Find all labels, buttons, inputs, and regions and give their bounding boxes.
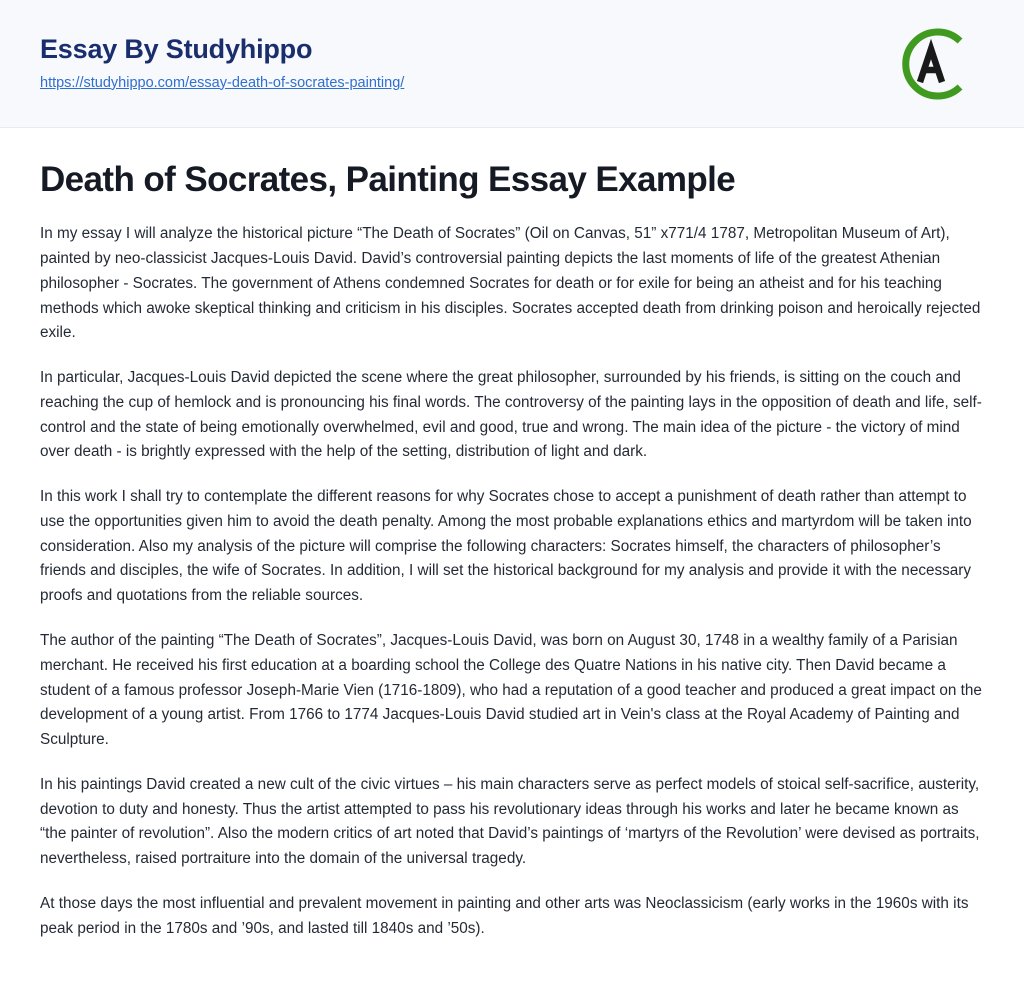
article-paragraph: The author of the painting “The Death of Socrates”, Jacques-Louis David, was born on August 30, 1748 in a wealthy family of a Parisian merchant. He received his first education at a boarding school the College des Quatre Nations in his native city. Then David became a student of a famous professor Joseph-Marie Vien (1716-1809), who had a reputation of a good teacher and produced a great impact on the development of a young artist. From 1766 to 1774 Jacques-Louis David studied art in Vein's class at the Royal Academy of Painting and Sculpture. <box>40 631 982 749</box>
article-paragraph: In particular, Jacques-Louis David depicted the scene where the great philosopher, surrounded by his friends, is sitting on the couch and reaching the cup of hemlock and is pronouncing his final words. The controversy of the painting lays in the opposition of death and life, self-control and the state of being emotionally overwhelmed, evil and good, true and wrong. The main idea of the picture - the victory of mind over death - is brightly expressed with the help of the setting, distribution of light and dark. <box>40 369 982 461</box>
page-title: Death of Socrates, Painting Essay Example <box>40 160 736 199</box>
article-paragraph: In my essay I will analyze the historical picture “The Death of Socrates” (Oil on Canvas, 51” x771/4 1787, Metropolitan Museum of Art), painted by neo-classicist Jacques-Louis David. David’s controversial painting depicts the last moments of life of the greatest Athenian philosopher - Socrates. The government of Athens condemned Socrates for death or for exile for being an atheist and for his teaching methods which awoke skeptical thinking and criticism in his disciples. Socrates accepted death from drinking poison and heroically rejected exile. <box>40 225 981 342</box>
article-paragraph: At those days the most influential and prevalent movement in painting and other arts was Neoclassicism (early works in the 1960s with its peak period in the 1780s and ’90s, and lasted till 1840s and ’50s). <box>40 894 969 937</box>
article-paragraph: In his paintings David created a new cult of the civic virtues – his main characters serve as perfect models of stoical self-sacrifice, austerity, devotion to duty and honesty. Thus the artist attempted to pass his revolutionary ideas through his works and later he became known as “the painter of revolution”. Also the modern critics of art noted that David’s paintings of ‘martyrs of the Revolution’ were devised as portraits, nevertheless, raised portraiture into the domain of the universal tragedy. <box>40 775 980 868</box>
article-url-link[interactable]: https://studyhippo.com/essay-death-of-socrates-painting/ <box>40 74 405 91</box>
site-header <box>0 0 1024 128</box>
brand-block <box>40 35 404 92</box>
site-title: Essay By Studyhippo <box>40 33 313 64</box>
studyhippo-a-logo-icon <box>888 21 974 107</box>
article-paragraph: In this work I shall try to contemplate the different reasons for why Socrates chose to accept a punishment of death rather than attempt to use the opportunities given him to avoid the death penalty. Among the most probable explanations ethics and martyrdom will be taken into consideration. Also my analysis of the picture will comprise the following characters: Socrates himself, the characters of philosopher’s friends and disciples, the wife of Socrates. In addition, I will set the historical background for my analysis and provide it with the necessary proofs and quotations from the reliable sources. <box>40 488 972 605</box>
article-body <box>0 128 1024 965</box>
